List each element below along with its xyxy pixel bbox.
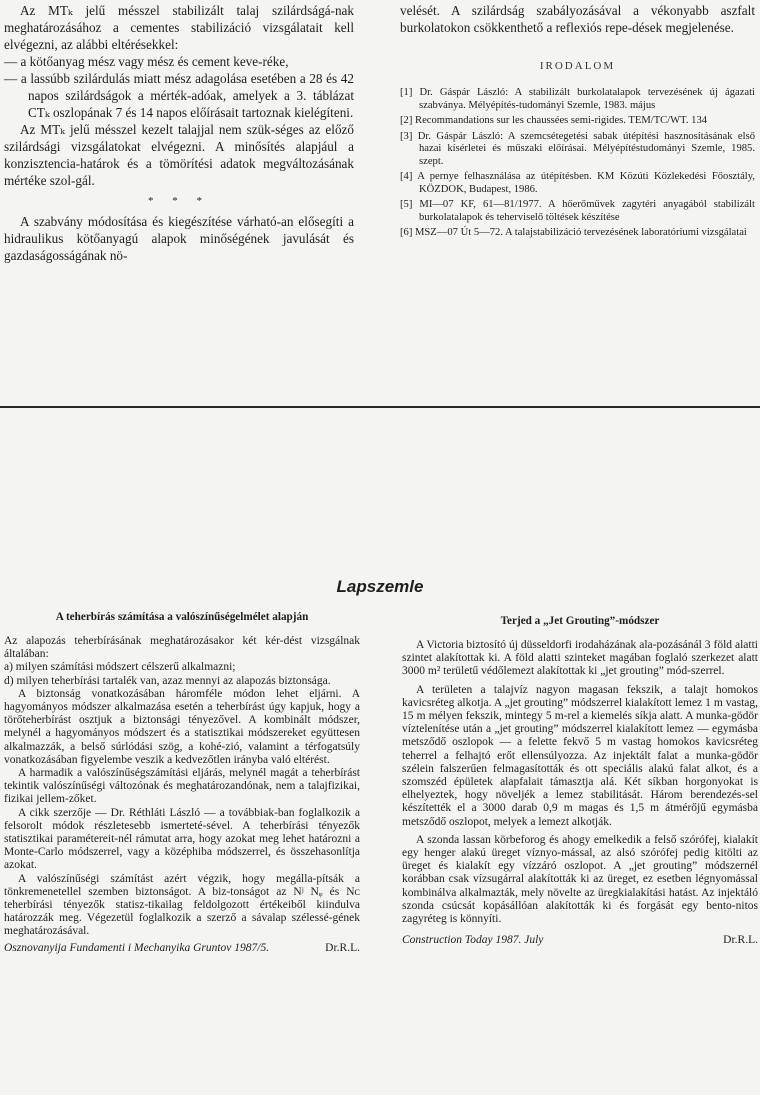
references-heading: IRODALOM	[539, 60, 616, 72]
section-title: Lapszemle	[336, 577, 424, 596]
reference-item: [1] Dr. Gáspár László: A stabilizált burkolatalapok tervezésének új ágazati szabványa. Mélyépítés-tudományi Szemle, 1983. május	[400, 87, 755, 111]
paragraph: Az MTₖ jelű mésszel stabilizált talaj szilárdságá-nak meghatározásához a cementes stabilizáció vizsgálatait kell elvégezni, az alábbi eltérésekkel:	[4, 3, 354, 52]
paragraph: velését. A szilárdság szabályozásával a vékonyabb aszfalt burkolatokon csökkenthető a reflexiós repe-dések megjelenése.	[400, 3, 755, 35]
paragraph: A valószínűségi számítást azért végzik, hogy megálla-pítsák a tönkremenetellel szemben biztonságot. A biz-tonságot az Nʲ Nᵩ és Nᴄ teherbírási tényezők statisz-tikailag feldolgozott értékeiből kiindulva határozzák meg. Végezetül foglalkozik a szerző a sávalap szélessé-gének meghatározásával.	[4, 872, 360, 938]
paragraph: A cikk szerzője — Dr. Réthláti László — a továbbiak-ban foglalkozik a felsorolt módok részletesebb ismerteté-sével. A teherbírási tényezők statisztikai paramétereit-nél rámutat arra, hogy azokat meg lehet határozni a Monte-Carlo módszerrel, vagy a középhiba módszerrel, és összehasonlítja azokat.	[4, 806, 360, 872]
list-item: a) milyen számítási módszert célszerű alkalmazni;	[4, 661, 236, 674]
source-citation: Osznovanyija Fundamenti i Mechanyika Gruntov 1987/5.	[4, 941, 270, 954]
paragraph: A szabvány módosítása és kiegészítése várható-an elősegíti a hidraulikus kötőanyagú alapok minőségének javulását és gazdaságosságának nö-	[4, 214, 354, 263]
article-title: A teherbírás számítása a valószínűségelmélet alapján	[55, 611, 309, 623]
reference-item: [3] Dr. Gáspár László: A szemcsétegetési sabak útépítési hasznosításának első hazai kísérletei és műszaki előírásai. Mélyépítéstudományi Szemle, 1985. szept.	[400, 130, 755, 167]
paragraph: Az alapozás teherbírásának meghatározásakor két kér-dést vizsgálnak általában:	[4, 635, 360, 661]
list-item: — a lassúbb szilárdulás miatt mész adagolása esetében a 28 és 42 napos szilárdságok a mérték-adóak, amelyek a 3. táblázat CTₖ oszlopának 7 és 14 napos előírásait tartoznak kielégíteni.	[4, 71, 354, 120]
article-right	[402, 615, 758, 947]
reference-item: [2] Recommandations sur les chaussées semi-rigides. TEM/TC/WT. 134	[400, 115, 708, 126]
reference-item: [5] MI—07 KF, 61—81/1977. A hőerőművek zagytéri anyagából stabilizált burkolatalapok és teherviselő töltések készítése	[400, 199, 755, 223]
reference-item: [4] A pernye felhasználása az útépítésben. KM Közúti Közlekedési Főosztály, KÖZDOK, Budapest, 1986.	[400, 171, 755, 195]
reference-item: [6] MSZ—07 Út 5—72. A talajstabilizáció tervezésének laboratóriumi vizsgálatai	[400, 227, 747, 238]
source-line	[402, 934, 758, 947]
article-title: Terjed a „Jet Grouting”-módszer	[500, 615, 660, 627]
author-signature: Dr.R.L.	[325, 941, 360, 954]
top-left-column	[4, 2, 354, 264]
paragraph: A harmadik a valószínűségszámítási eljárás, melynél magát a teherbírást tekintik valószínűségi változónak és meghatározandónak, nem a talajfizikai, fizikai jellem-zőket.	[4, 767, 360, 806]
paragraph: A Victoria biztosító új düsseldorfi irodaházának ala-pozásánál 3 föld alatti szintet alakítottak ki. A föld alatti szinteket magában foglaló szerkezet alatt 3000 m² területű védőlemezt alakítottak ki „jet grouting” mód-szerrel.	[402, 639, 758, 678]
top-right-column	[400, 2, 755, 243]
paragraph: A biztonság vonatkozásában háromféle módon lehet eljárni. A hagyományos módszer alkalmazása esetén a teherbírást úgy kapjuk, hogy a törőteherbírást osztjuk a biztonsági tényezővel. A kombinált módszer, melynél a hagyományos módszert és a statisztikai módszereket együttesen alkalmazzák, a belső súrlódási szög, a kohé-zió, valamint a térfogatsúly vonatkozásában figyelembe veszik a kedvezőtlen irányba való eltérést.	[4, 687, 360, 766]
paragraph: A területen a talajvíz nagyon magasan fekszik, a talajt homokos kavicsréteg alkotja. A „jet grouting” módszerrel kialakított lemez 1 m vastag, 15 m mélyen fekszik, mintegy 5 m-rel a kiemelés síkja alatt. A munka-gödör víztelenítése után a „jet grouting” módszerrel kialakított lemez — egymásba metsződő oszlopok — a felette fekvő 5 m vastag homokos kavicsréteg teherrel a felhajtó erőt ellensúlyozza. Az injektált falat a munka-gödör szélein falszerűen felmagasították és ott speciális alakú falat alkot, és a szomszéd épületek alapfalait támasztja alá. Két síkban horgonyokat is elhelyeztek, hogy növeljék a lemez stabilitását. Három berendezés-sel készítették el a 3000 darab 0,9 m magas és 1,5 m átmérőjű egymásba metsződő oszlopot, melyek a lemezt alkotják.	[402, 683, 758, 828]
list-item: — a kötőanyag mész vagy mész és cement keve-réke,	[4, 54, 289, 69]
source-citation: Construction Today 1987. July	[402, 934, 544, 947]
paragraph: Az MTₖ jelű mésszel kezelt talajjal nem szük-séges az előző szilárdsági vizsgálatokat elvégezni. A minősítés alapjául a konzisztencia-határok és a tömörítési adatok megváltozásának mértéke szol-gál.	[4, 122, 354, 188]
horizontal-divider	[0, 406, 760, 408]
section-separator: * * *	[148, 195, 210, 207]
source-line	[4, 942, 360, 955]
paragraph: A szonda lassan körbeforog és ahogy emelkedik a felső szórófej, kialakít egy henger alakú üreget víznyo-mással, az alsó szórófej pedig kitölti az üreget és kialakít egy vízzáró oszlopot. A „jet grouting” módszernél korábban csak vízsugárral alakították ki az üreget, ez esetben légnyomással kombinálva alkalmazták, mely növelte az üregkialakítási hatást. Az injektáló szonda csúcsát kopásállóan alakították ki és forgását egy bento-nitos zagyréteg is könnyíti.	[402, 833, 758, 926]
author-signature: Dr.R.L.	[723, 934, 758, 947]
list-item: d) milyen teherbírási tartalék van, azaz mennyi az alapozás biztonsága.	[4, 674, 331, 687]
article-left	[4, 611, 360, 955]
